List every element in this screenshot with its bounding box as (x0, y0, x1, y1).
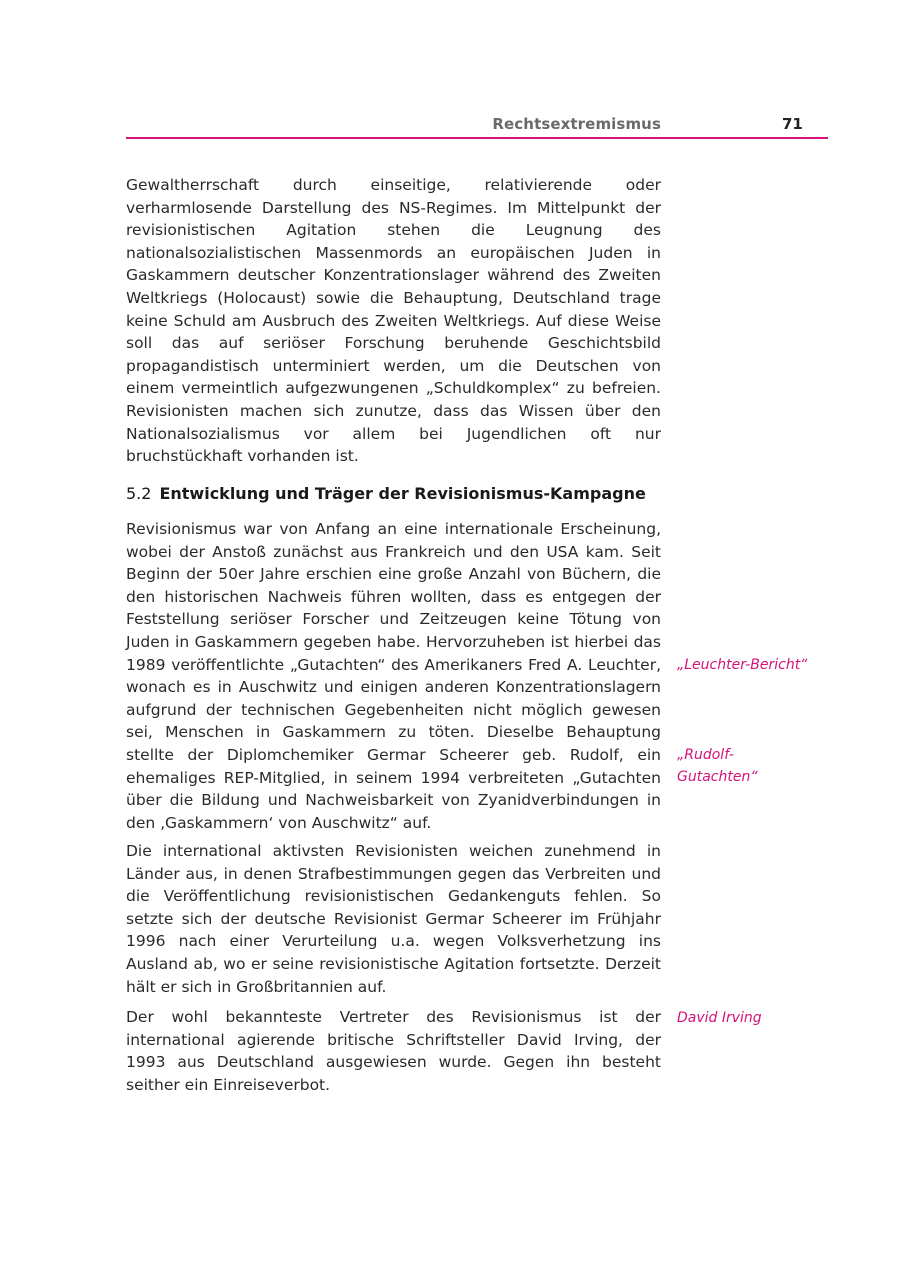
section-heading (126, 483, 686, 505)
page-number: 71 (782, 115, 803, 133)
header-title: Rechtsextremismus (492, 115, 661, 133)
margin-note-leuchter: „Leuchter-Bericht“ (677, 657, 808, 673)
margin-note-rudolf (677, 744, 827, 788)
paragraph-revisionists-abroad: Die international aktivsten Revisionisten weichen zunehmend in Länder aus, in denen Strafbestimmungen gegen das Verbreiten und die Veröffentlichung revisionistischen Gedankenguts fehlen. So setzte sich der deutsche Revisionist Germar Scheerer im Frühjahr 1996 nach einer Verurteilung u.a. wegen Volksverhetzung ins Ausland ab, wo er seine revisionistische Agitation fortsetzte. Derzeit hält er sich in Großbritannien auf. (126, 842, 661, 996)
paragraph-revisionism-origins: Revisionismus war von Anfang an eine internationale Erscheinung, wobei der Anstoß zunächst aus Frankreich und den USA kam. Seit Beginn der 50er Jahre erschien eine große Anzahl von Büchern, die den historischen Nachweis führen wollten, dass es entgegen der Feststellung seriöser Forscher und Zeitzeugen keine Tötung von Juden in Gaskammern gegeben habe. Hervorzuheben ist hierbei das 1989 veröffentlichte „Gutachten“ des Amerikaners Fred A. Leuchter, wonach es in Auschwitz und einigen anderen Konzentrationslagern aufgrund der technischen Gegebenheiten nicht möglich gewesen sei, Menschen in Gaskammern zu töten. Dieselbe Behauptung stellte der Diplomchemiker Germar Scheerer geb. Rudolf, ein ehemaliges REP-Mitglied, in seinem 1994 verbreiteten „Gutachten über die Bildung und Nachweisbarkeit von Zyanidverbindungen in den ‚Gaskammern‘ von Auschwitz“ auf. (126, 520, 661, 832)
margin-note-irving: David Irving (677, 1010, 762, 1026)
margin-note-rudolf-line1: „Rudolf- (677, 747, 734, 763)
margin-note-rudolf-line2: Gutachten“ (677, 769, 758, 785)
section-title: Entwicklung und Träger der Revisionismus-Kampagne (159, 484, 646, 503)
header-rule (126, 137, 828, 139)
paragraph-intro: Gewaltherrschaft durch einseitige, relativierende oder verharmlosende Darstellung des NS-Regimes. Im Mittelpunkt der revisionistischen Agitation stehen die Leugnung des nationalsozialistischen Massenmords an europäischen Juden in Gaskammern deutscher Konzentrationslager während des Zweiten Weltkriegs (Holocaust) sowie die Behauptung, Deutschland trage keine Schuld am Ausbruch des Zweiten Weltkriegs. Auf diese Weise soll das auf seriöser Forschung beruhende Geschichtsbild propagandistisch unterminiert werden, um die Deutschen von einem vermeintlich aufgezwungenen „Schuldkomplex“ zu befreien. Revisionisten machen sich zunutze, dass das Wissen über den Nationalsozialismus vor allem bei Jugendlichen oft nur bruchstückhaft vorhanden ist. (126, 176, 661, 466)
paragraph-david-irving: Der wohl bekannteste Vertreter des Revisionismus ist der international agierende britische Schriftsteller David Irving, der 1993 aus Deutschland ausgewiesen wurde. Gegen ihn besteht seither ein Einreiseverbot. (126, 1008, 661, 1094)
section-number: 5.2 (126, 484, 152, 503)
